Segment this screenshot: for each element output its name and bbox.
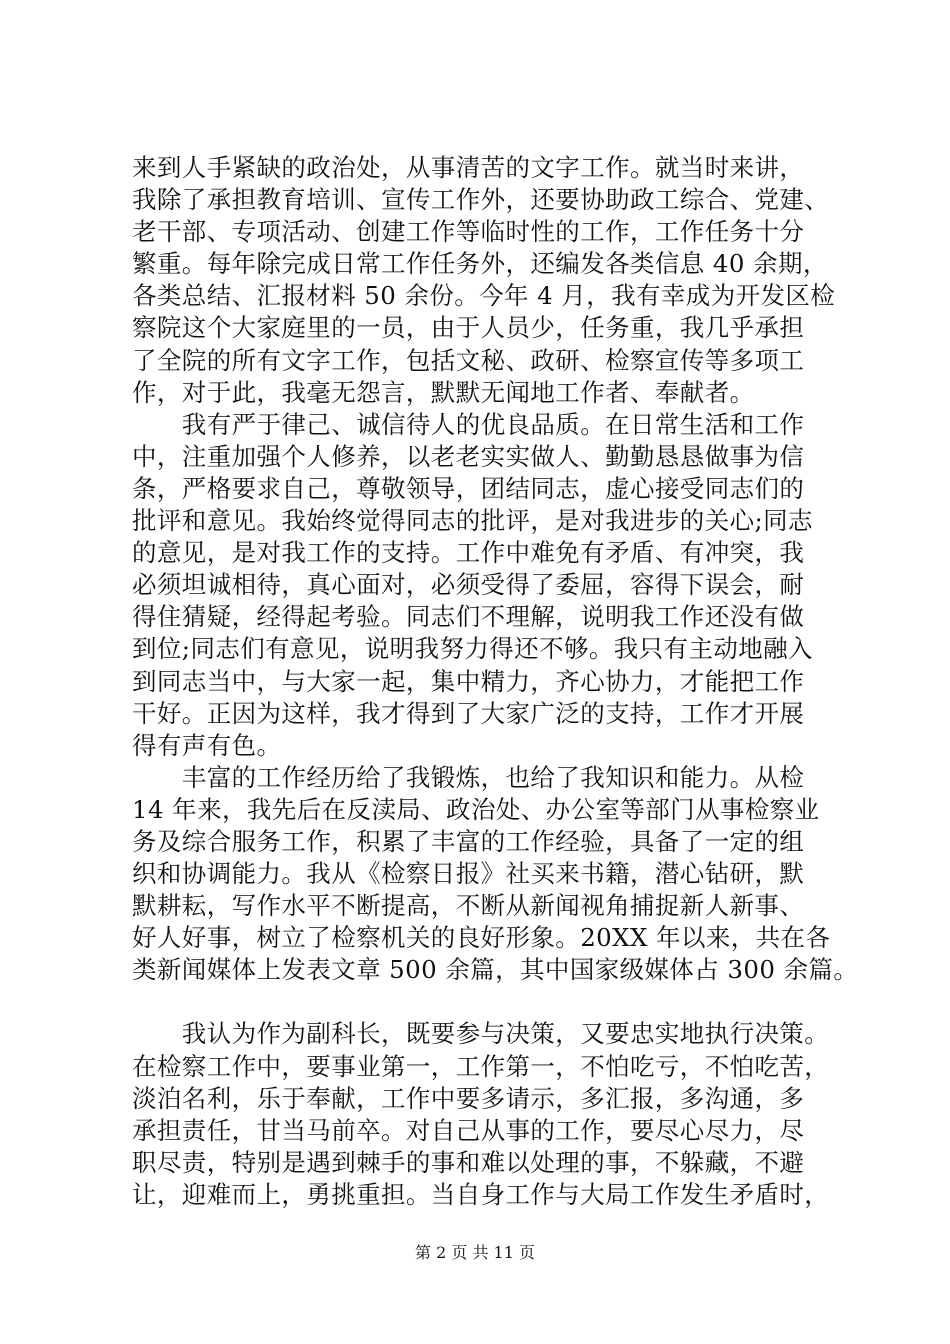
text-line: 批评和意见。我始终觉得同志的批评，是对我进步的关心;同志 [132,506,813,536]
text-line: 来到人手紧缺的政治处，从事清苦的文字工作。就当时来讲， [132,153,805,182]
text-line: 职尽责，特别是遇到棘手的事和难以处理的事，不躲藏，不避 [132,1147,805,1177]
text-line: 必须坦诚相待，真心面对，必须受得了委屈，容得下误会，耐 [132,570,805,600]
text-line: 干好。正因为这样，我才得到了大家广泛的支持，工作才开展 [132,698,805,728]
blank-line [132,986,832,1018]
text-line: 作，对于此，我毫无怨言，默默无闻地工作者、奉献者。 [132,377,755,407]
paragraph-start-line: 丰富的工作经历给了我锻炼，也给了我知识和能力。从检 [132,762,805,792]
text-line: 的意见，是对我工作的支持。工作中难免有矛盾、有冲突，我 [132,538,805,568]
paragraph-start-line: 我有严于律己、诚信待人的优良品质。在日常生活和工作 [132,409,805,439]
text-line: 了全院的所有文字工作，包括文秘、政研、检察宣传等多项工 [132,345,805,375]
paragraph-start-line: 我认为作为副科长，既要参与决策，又要忠实地执行决策。 [132,1019,830,1049]
text-line: 察院这个大家庭里的一员，由于人员少，任务重，我几乎承担 [132,313,805,343]
text-line: 在检察工作中，要事业第一，工作第一，不怕吃亏，不怕吃苦， [132,1051,830,1081]
text-line: 各类总结、汇报材料 50 余份。今年 4 月，我有幸成为开发区检 [132,281,836,311]
text-line: 务及综合服务工作，积累了丰富的工作经验，具备了一定的组 [132,826,805,856]
text-line: 到位;同志们有意见，说明我努力得还不够。我只有主动地融入 [132,634,813,664]
text-line: 织和协调能力。我从《检察日报》社买来书籍，潜心钻研，默 [132,859,805,889]
document-body [132,152,859,1211]
text-line: 类新闻媒体上发表文章 500 余篇，其中国家级媒体占 300 余篇。 [132,955,859,985]
text-line: 中，注重加强个人修养，以老老实实做人、勤勤恳恳做事为信 [132,441,805,471]
text-line: 默耕耘，写作水平不断提高，不断从新闻视角捕捉新人新事、 [132,891,805,921]
text-line: 得有声有色。 [132,730,282,760]
text-line: 承担责任，甘当马前卒。对自己从事的工作，要尽心尽力，尽 [132,1115,805,1145]
text-line: 老干部、专项活动、创建工作等临时性的工作，工作任务十分 [132,217,805,247]
text-line: 14 年来，我先后在反渎局、政治处、办公室等部门从事检察业 [132,794,820,824]
text-line: 繁重。每年除完成日常工作任务外，还编发各类信息 40 余期， [132,249,828,279]
text-line: 让，迎难而上，勇挑重担。当自身工作与大局工作发生矛盾时， [132,1179,830,1209]
text-line: 我除了承担教育培训、宣传工作外，还要协助政工综合、党建、 [132,185,830,215]
text-line: 好人好事，树立了检察机关的良好形象。20XX 年以来，共在各 [132,923,831,953]
page-footer: 第 2 页 共 11 页 [415,1243,535,1262]
text-line: 得住猜疑，经得起考验。同志们不理解，说明我工作还没有做 [132,602,805,632]
text-line: 条，严格要求自己，尊敬领导，团结同志，虚心接受同志们的 [132,473,805,503]
text-line: 淡泊名利，乐于奉献，工作中要多请示，多汇报，多沟通，多 [132,1083,805,1113]
text-line: 到同志当中，与大家一起，集中精力，齐心协力，才能把工作 [132,666,805,696]
